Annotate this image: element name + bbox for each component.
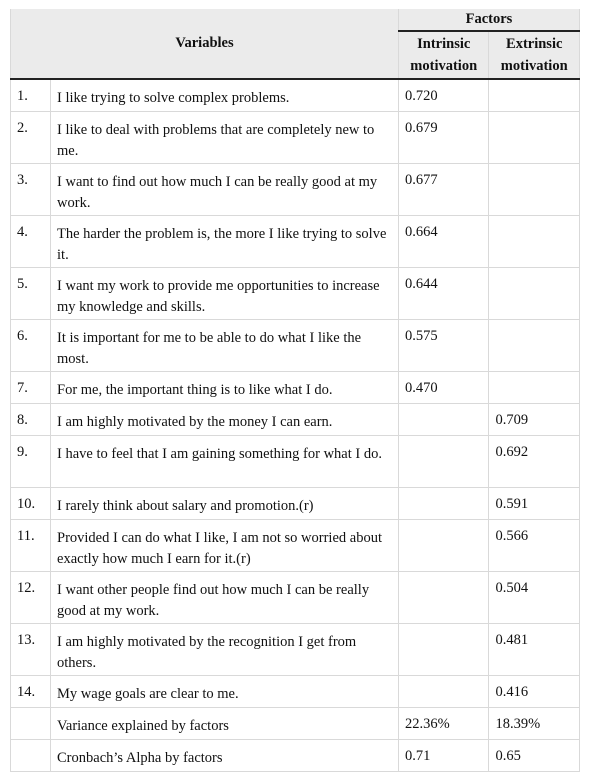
table-row xyxy=(11,112,580,164)
variable-text: I am highly motivated by the money I can earn. xyxy=(51,404,399,436)
intrinsic-loading: 0.720 xyxy=(398,79,489,112)
row-number: 6. xyxy=(11,320,51,372)
extrinsic-loading xyxy=(489,372,580,404)
intrinsic-loading: 0.677 xyxy=(398,164,489,216)
row-number: 9. xyxy=(11,436,51,488)
table-row xyxy=(11,708,580,740)
variable-text: I like trying to solve complex problems. xyxy=(51,79,399,112)
variable-text: For me, the important thing is to like what I do. xyxy=(51,372,399,404)
intrinsic-loading: 0.644 xyxy=(398,268,489,320)
row-number: 4. xyxy=(11,216,51,268)
extrinsic-loading: 0.566 xyxy=(489,520,580,572)
row-number: 13. xyxy=(11,624,51,676)
row-number: 8. xyxy=(11,404,51,436)
variable-text: It is important for me to be able to do what I like the most. xyxy=(51,320,399,372)
extrinsic-loading xyxy=(489,112,580,164)
intrinsic-loading xyxy=(398,624,489,676)
variable-text: Variance explained by factors xyxy=(51,708,399,740)
intrinsic-loading: 0.71 xyxy=(398,740,489,772)
intrinsic-loading xyxy=(398,436,489,488)
extrinsic-loading: 0.416 xyxy=(489,676,580,708)
variable-text: I want my work to provide me opportunities to increase my knowledge and skills. xyxy=(51,268,399,320)
table-row xyxy=(11,488,580,520)
table-row xyxy=(11,164,580,216)
table-row xyxy=(11,404,580,436)
table-body xyxy=(11,79,580,772)
extrinsic-loading: 0.709 xyxy=(489,404,580,436)
table-row xyxy=(11,520,580,572)
row-number: 12. xyxy=(11,572,51,624)
row-number xyxy=(11,740,51,772)
extrinsic-loading xyxy=(489,216,580,268)
row-number: 5. xyxy=(11,268,51,320)
row-number: 2. xyxy=(11,112,51,164)
row-number: 14. xyxy=(11,676,51,708)
extrinsic-motivation-header: Extrinsic motivation xyxy=(489,31,580,79)
row-number: 10. xyxy=(11,488,51,520)
table-row xyxy=(11,268,580,320)
row-number: 11. xyxy=(11,520,51,572)
variable-text: I like to deal with problems that are completely new to me. xyxy=(51,112,399,164)
table-row xyxy=(11,320,580,372)
table-row xyxy=(11,624,580,676)
intrinsic-motivation-header: Intrinsic motivation xyxy=(398,31,489,79)
table-row xyxy=(11,372,580,404)
intrinsic-loading: 22.36% xyxy=(398,708,489,740)
variables-header: Variables xyxy=(11,9,399,79)
table-row xyxy=(11,676,580,708)
extrinsic-loading: 0.591 xyxy=(489,488,580,520)
intrinsic-loading xyxy=(398,404,489,436)
intrinsic-loading: 0.470 xyxy=(398,372,489,404)
extrinsic-loading: 0.65 xyxy=(489,740,580,772)
extrinsic-loading: 18.39% xyxy=(489,708,580,740)
extrinsic-loading xyxy=(489,320,580,372)
factors-header: Factors xyxy=(398,9,579,31)
variable-text: I am highly motivated by the recognition I get from others. xyxy=(51,624,399,676)
intrinsic-loading xyxy=(398,520,489,572)
intrinsic-loading: 0.575 xyxy=(398,320,489,372)
row-number: 3. xyxy=(11,164,51,216)
row-number xyxy=(11,708,51,740)
extrinsic-loading: 0.692 xyxy=(489,436,580,488)
variable-text: Provided I can do what I like, I am not so worried about exactly how much I earn for it.(r) xyxy=(51,520,399,572)
table-row xyxy=(11,216,580,268)
variable-text: The harder the problem is, the more I like trying to solve it. xyxy=(51,216,399,268)
variable-text: I rarely think about salary and promotion.(r) xyxy=(51,488,399,520)
variable-text: I have to feel that I am gaining something for what I do. xyxy=(51,436,399,488)
factor-loadings-table xyxy=(10,9,580,772)
extrinsic-loading: 0.504 xyxy=(489,572,580,624)
variable-text: I want to find out how much I can be really good at my work. xyxy=(51,164,399,216)
intrinsic-loading xyxy=(398,488,489,520)
row-number: 1. xyxy=(11,79,51,112)
variable-text: I want other people find out how much I can be really good at my work. xyxy=(51,572,399,624)
intrinsic-loading: 0.679 xyxy=(398,112,489,164)
row-number: 7. xyxy=(11,372,51,404)
extrinsic-loading xyxy=(489,268,580,320)
extrinsic-loading xyxy=(489,79,580,112)
table-row xyxy=(11,436,580,488)
variable-text: Cronbach’s Alpha by factors xyxy=(51,740,399,772)
extrinsic-loading xyxy=(489,164,580,216)
variable-text: My wage goals are clear to me. xyxy=(51,676,399,708)
intrinsic-loading xyxy=(398,572,489,624)
intrinsic-loading xyxy=(398,676,489,708)
table-row xyxy=(11,572,580,624)
table-row xyxy=(11,740,580,772)
intrinsic-loading: 0.664 xyxy=(398,216,489,268)
table-row xyxy=(11,79,580,112)
extrinsic-loading: 0.481 xyxy=(489,624,580,676)
